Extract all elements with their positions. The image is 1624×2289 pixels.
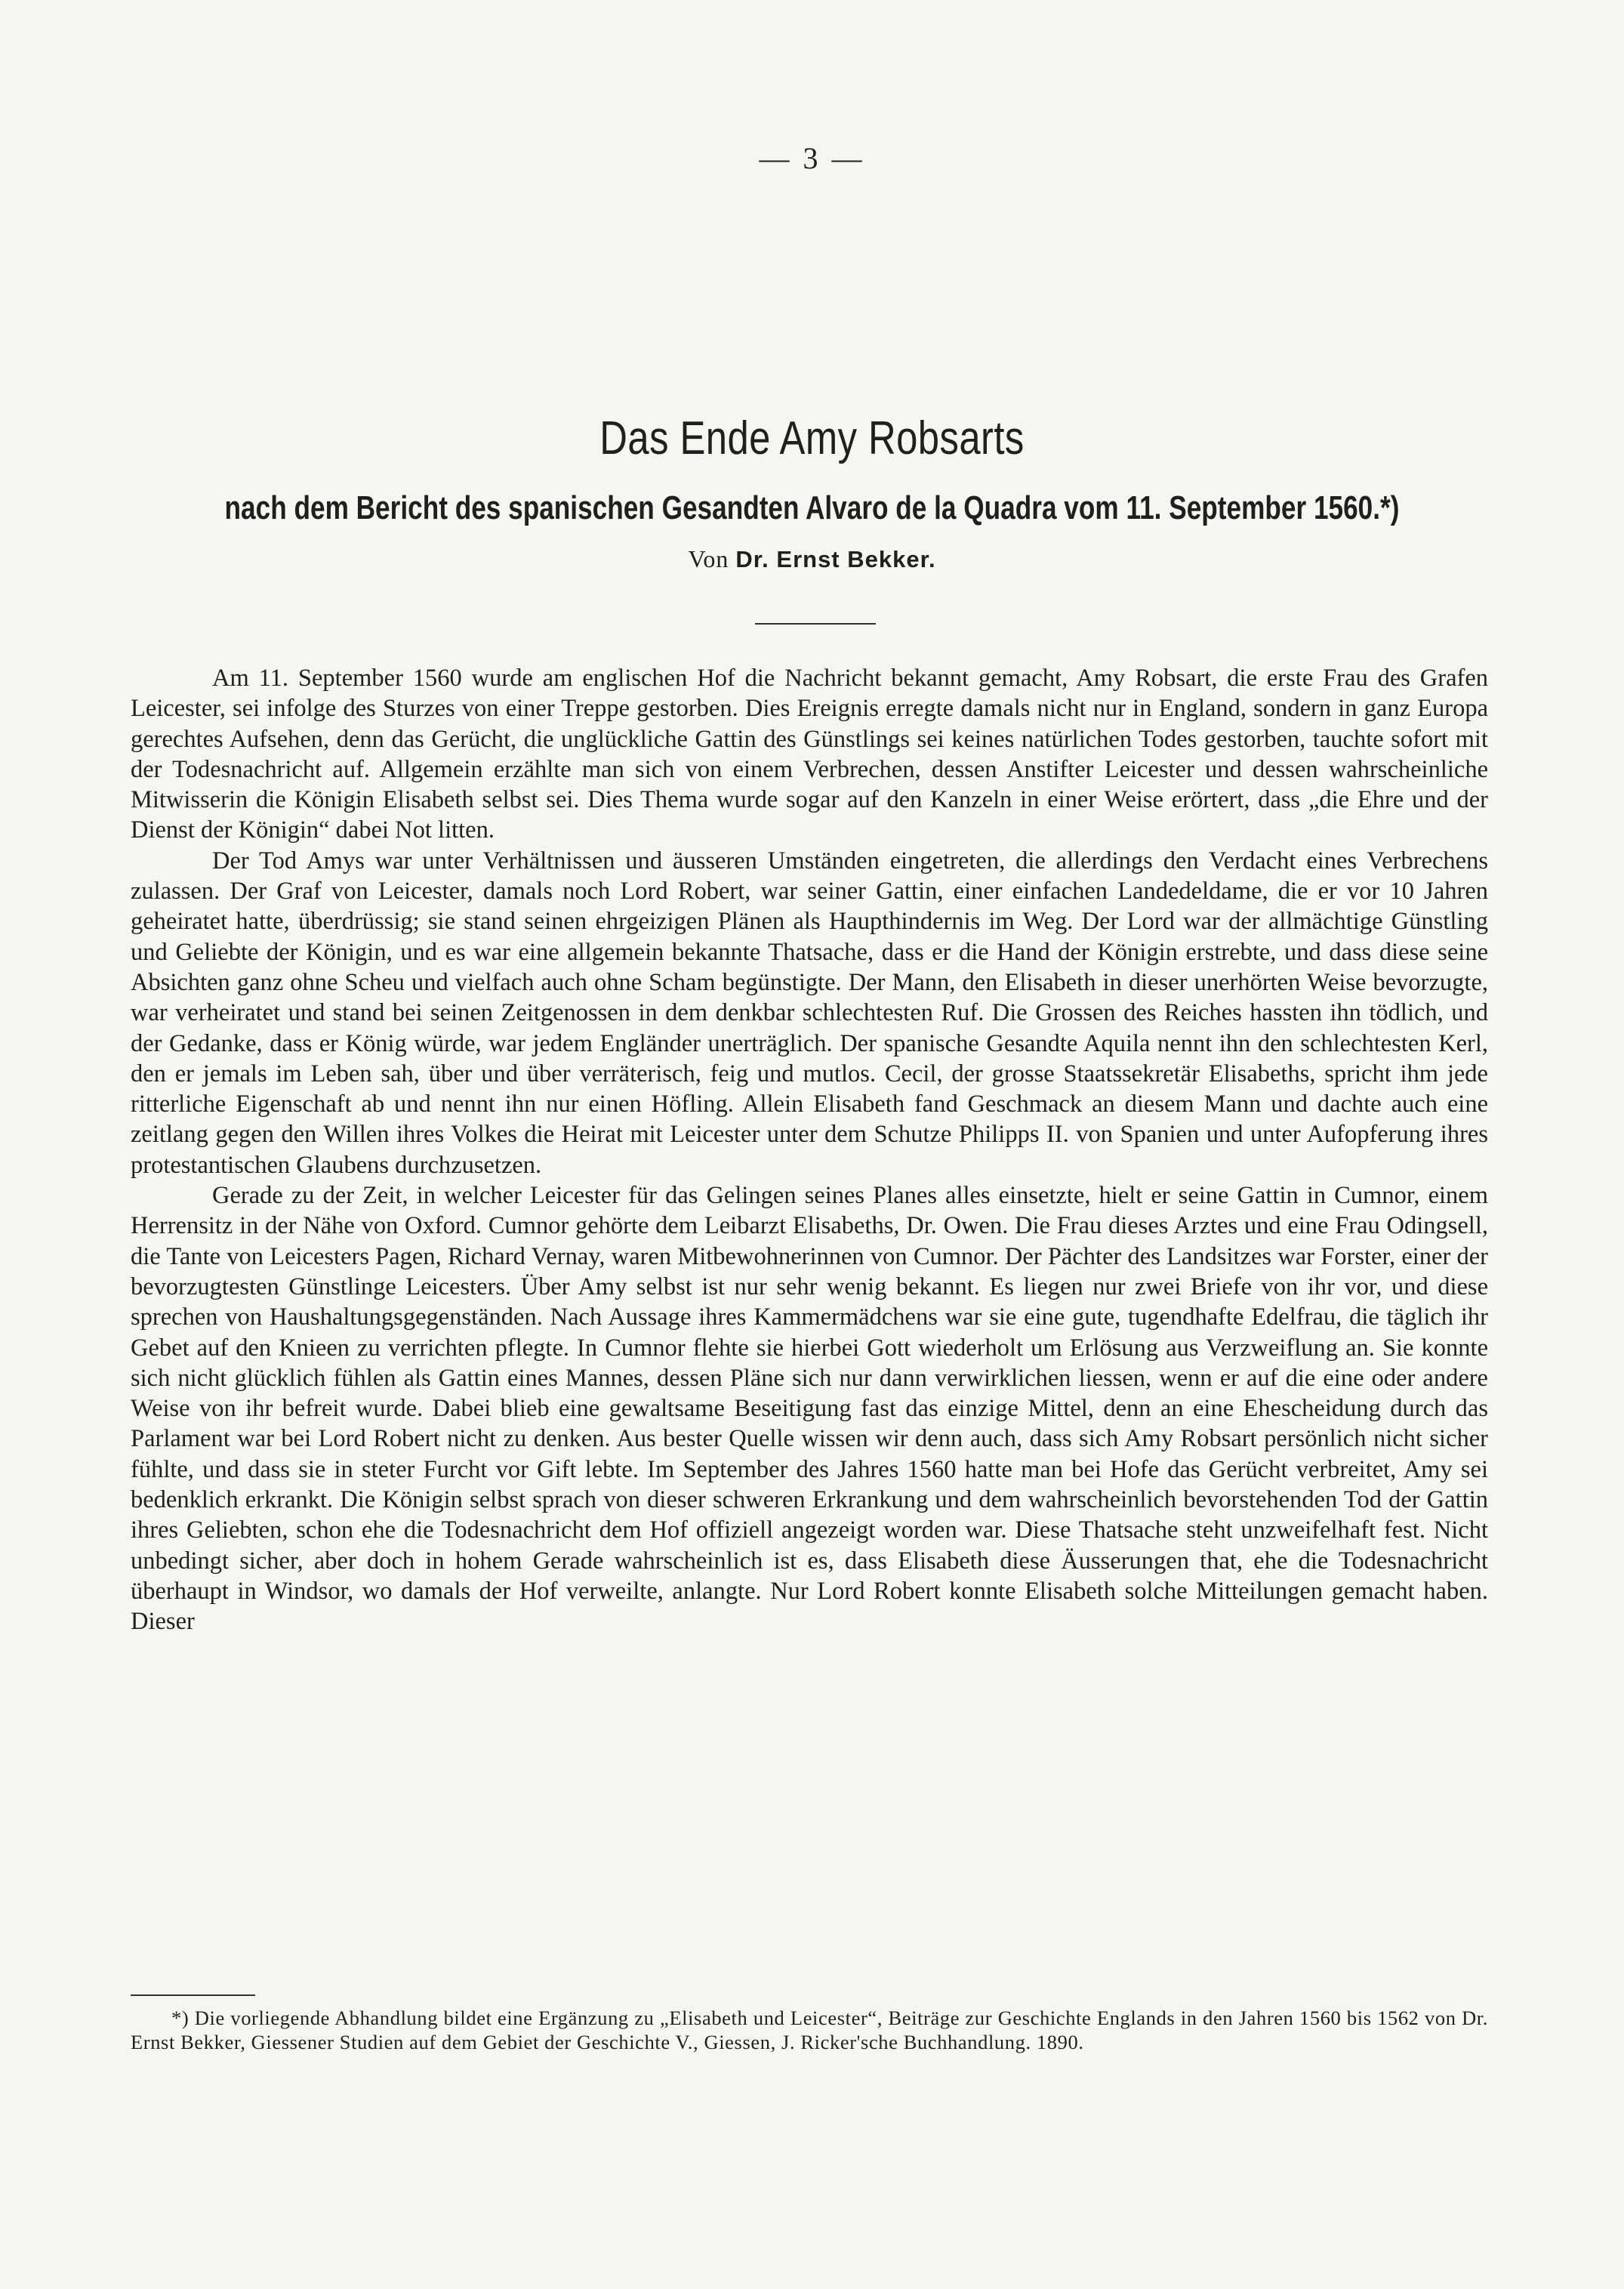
author-name: Dr. Ernst Bekker.	[735, 546, 936, 572]
paragraph: Am 11. September 1560 wurde am englischen Hof die Nachricht bekannt gemacht, Amy Robsart, die erste Frau des Grafen Leicester, sei infolge des Sturzes von einer Treppe gestorben. Dies Ereignis erregte damals nicht nur in England, sondern in ganz Europa gerechtes Aufsehen, denn das Gerücht, die unglückliche Gattin des Günstlings sei keines natürlichen Todes gestorben, tauchte sofort mit der Todesnachricht auf. Allgemein erzählte man sich von einem Verbrechen, dessen Anstifter Leicester und dessen wahrscheinliche Mitwisserin die Königin Elisabeth selbst sei. Dies Thema wurde sogar auf den Kanzeln in einer Weise erörtert, dass „die Ehre und der Dienst der Königin“ dabei Not litten.	[131, 665, 1488, 844]
page-number: — 3 —	[759, 141, 865, 175]
article-title: Das Ende Amy Robsarts	[599, 412, 1025, 464]
author-line	[0, 545, 1624, 573]
footnote-divider	[131, 1994, 255, 1996]
body-text	[131, 663, 1488, 1637]
author-prefix: Von	[688, 545, 729, 572]
footnote-text: *) Die vorliegende Abhandlung bildet eine Ergänzung zu „Elisabeth und Leicester“, Beiträge zur Geschichte Englands in den Jahren 1560 bis 1562 von Dr. Ernst Bekker, Giessener Studien auf dem Gebiet der Geschichte V., Giessen, J. Ricker'sche Buchhandlung. 1890.	[131, 2007, 1488, 2053]
paragraph: Der Tod Amys war unter Verhältnissen und äusseren Umständen eingetreten, die allerdings den Verdacht eines Verbrechens zulassen. Der Graf von Leicester, damals noch Lord Robert, war seiner Gattin, einer einfachen Landedeldame, die er vor 10 Jahren geheiratet hatte, überdrüssig; sie stand seinen ehrgeizigen Plänen als Haupthindernis im Weg. Der Lord war der allmächtige Günstling und Geliebte der Königin, und es war eine allgemein bekannte Thatsache, dass er die Hand der Königin erstrebte, und dass diese seine Absichten ganz ohne Scheu und vielfach auch ohne Scham begünstigte. Der Mann, den Elisabeth in dieser unerhörten Weise bevorzugte, war verheiratet und stand bei seinen Zeitgenossen in dem denkbar schlechtesten Ruf. Die Grossen des Reiches hassten ihn tödlich, und der Gedanke, dass er König würde, war jedem Engländer unerträglich. Der spanische Gesandte Aquila nennt ihn den schlechtesten Kerl, den er jemals im Leben sah, über und über verräterisch, feig und mutlos. Cecil, der grosse Staatssekretär Elisabeths, spricht ihm jede ritterliche Eigenschaft ab und nennt ihn nur einen Höfling. Allein Elisabeth fand Geschmack an diesem Mann und dachte auch eine zeitlang gegen den Willen ihres Volkes die Heirat mit Leicester unter dem Schutze Philipps II. von Spanien und unter Aufopferung ihres protestantischen Glaubens durchzusetzen.	[131, 847, 1488, 1179]
footnote	[131, 2006, 1488, 2054]
paragraph: Gerade zu der Zeit, in welcher Leicester für das Gelingen seines Planes alles einsetzte, hielt er seine Gattin in Cumnor, einem Herrensitz in der Nähe von Oxford. Cumnor gehörte dem Leibarzt Elisabeths, Dr. Owen. Die Frau dieses Arztes und eine Frau Odingsell, die Tante von Leicesters Pagen, Richard Vernay, waren Mitbewohnerinnen von Cumnor. Der Pächter des Landsitzes war Forster, einer der bevorzugtesten Günstlinge Leicesters. Über Amy selbst ist nur sehr wenig bekannt. Es liegen nur zwei Briefe von ihr vor, und diese sprechen von Haushaltungsgegenständen. Nach Aussage ihres Kammermädchens war sie eine gute, tugendhafte Edelfrau, die täglich ihr Gebet auf den Knieen zu verrichten pflegte. In Cumnor flehte sie hierbei Gott wiederholt um Erlösung aus Verzweiflung an. Sie konnte sich nicht glücklich fühlen als Gattin eines Mannes, dessen Pläne sich nur dann verwirklichen liessen, wenn er auf die eine oder andere Weise von ihr befreit wurde. Dabei blieb eine gewaltsame Beseitigung fast das einzige Mittel, denn an eine Ehescheidung durch das Parlament war bei Lord Robert nicht zu denken. Aus bester Quelle wissen wir denn auch, dass sich Amy Robsart persönlich nicht sicher fühlte, und dass sie in steter Furcht vor Gift lebte. Im September des Jahres 1560 hatte man bei Hofe das Gerücht verbreitet, Amy sei bedenklich erkrankt. Die Königin selbst sprach von dieser schweren Erkrankung und dem wahrscheinlich bevorstehenden Tod der Gattin ihres Geliebten, schon ehe die Todesnachricht dem Hof offiziell angezeigt worden war. Diese Thatsache steht unzweifelhaft fest. Nicht unbedingt sicher, aber doch in hohem Gerade wahrscheinlich ist es, dass Elisabeth diese Äusserungen that, ehe die Todesnachricht überhaupt in Windsor, wo damals der Hof verweilte, anlangte. Nur Lord Robert konnte Elisabeth solche Mitteilungen gemacht haben. Dieser	[131, 1182, 1488, 1636]
article-subtitle: nach dem Bericht des spanischen Gesandten Alvaro de la Quadra vom 11. September 1560.*)	[224, 489, 1400, 526]
title-divider	[755, 623, 876, 625]
